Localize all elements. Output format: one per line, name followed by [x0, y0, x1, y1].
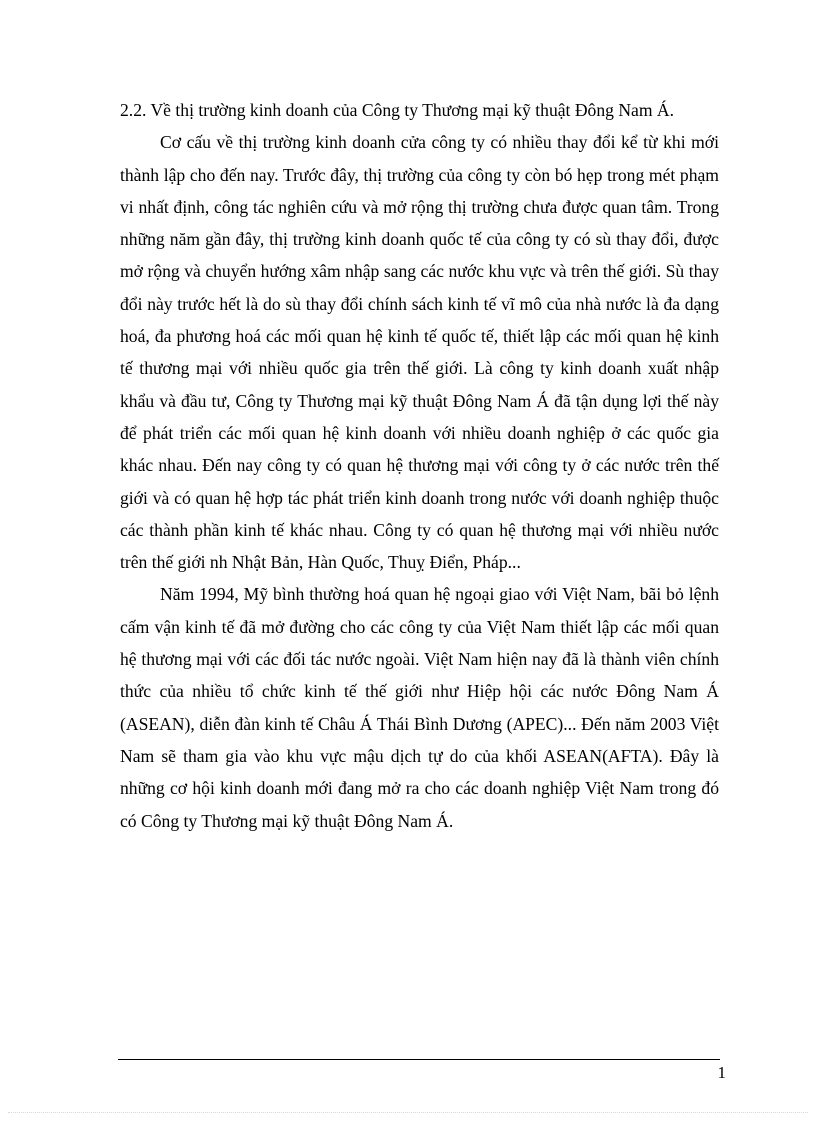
page-number: 1 [717, 1063, 726, 1082]
paragraph-1994-normalization: Năm 1994, Mỹ bình thường hoá quan hệ ngoại giao với Việt Nam, bãi bỏ lệnh cấm vận kinh tế đã mở đường cho các công ty của Việt Nam thiết lập các mối quan hệ thương mại với các đối tác nước ngoài. Việt Nam hiện nay đã là thành viên chính thức của nhiều tổ chức kinh tế thế giới như Hiệp hội các nước Đông Nam Á (ASEAN), diễn đàn kinh tế Châu Á Thái Bình Dương (APEC)... Đến năm 2003 Việt Nam sẽ tham gia vào khu vực mậu dịch tự do của khối ASEAN(AFTA). Đây là những cơ hội kinh doanh mới đang mở ra cho các doanh nghiệp Việt Nam trong đó có Công ty Thương mại kỹ thuật Đông Nam Á. [120, 584, 719, 831]
page-bottom-edge [8, 1112, 808, 1113]
footer-divider [118, 1059, 720, 1060]
section-heading: 2.2. Về thị trường kinh doanh của Công ty Thương mại kỹ thuật Đông Nam Á. [120, 100, 675, 120]
paragraph-market-structure: Cơ cấu về thị trường kinh doanh cửa công ty có nhiều thay đổi kể từ khi mới thành lập cho đến nay. Trước đây, thị trường của công ty còn bó hẹp trong mét phạm vi nhất định, công tác nghiên cứu và mở rộng thị trường chưa được quan tâm. Trong những năm gần đây, thị trường kinh doanh quốc tế của công ty có sù thay đổi, được mở rộng và chuyển hướng xâm nhập sang các nước khu vực và trên thế giới. Sù thay đổi này trước hết là do sù thay đổi chính sách kinh tế vĩ mô của nhà nước là đa dạng hoá, đa phương hoá các mối quan hệ kinh tế quốc tế, thiết lập các mối quan hệ kinh tế thương mại với nhiều quốc gia trên thế giới. Là công ty kinh doanh xuất nhập khẩu và đầu tư, Công ty Thương mại kỹ thuật Đông Nam Á đã tận dụng lợi thế này để phát triển các mối quan hệ kinh doanh với nhiều doanh nghiệp ở các quốc gia khác nhau. Đến nay công ty có quan hệ thương mại với công ty ở các nước trên thế giới và có quan hệ hợp tác phát triển kinh doanh trong nước với doanh nghiệp thuộc các thành phần kinh tế khác nhau. Công ty có quan hệ thương mại với nhiều nước trên thế giới nh Nhật Bản, Hàn Quốc, Thuỵ Điển, Pháp... [120, 132, 719, 573]
document-body [120, 94, 719, 837]
